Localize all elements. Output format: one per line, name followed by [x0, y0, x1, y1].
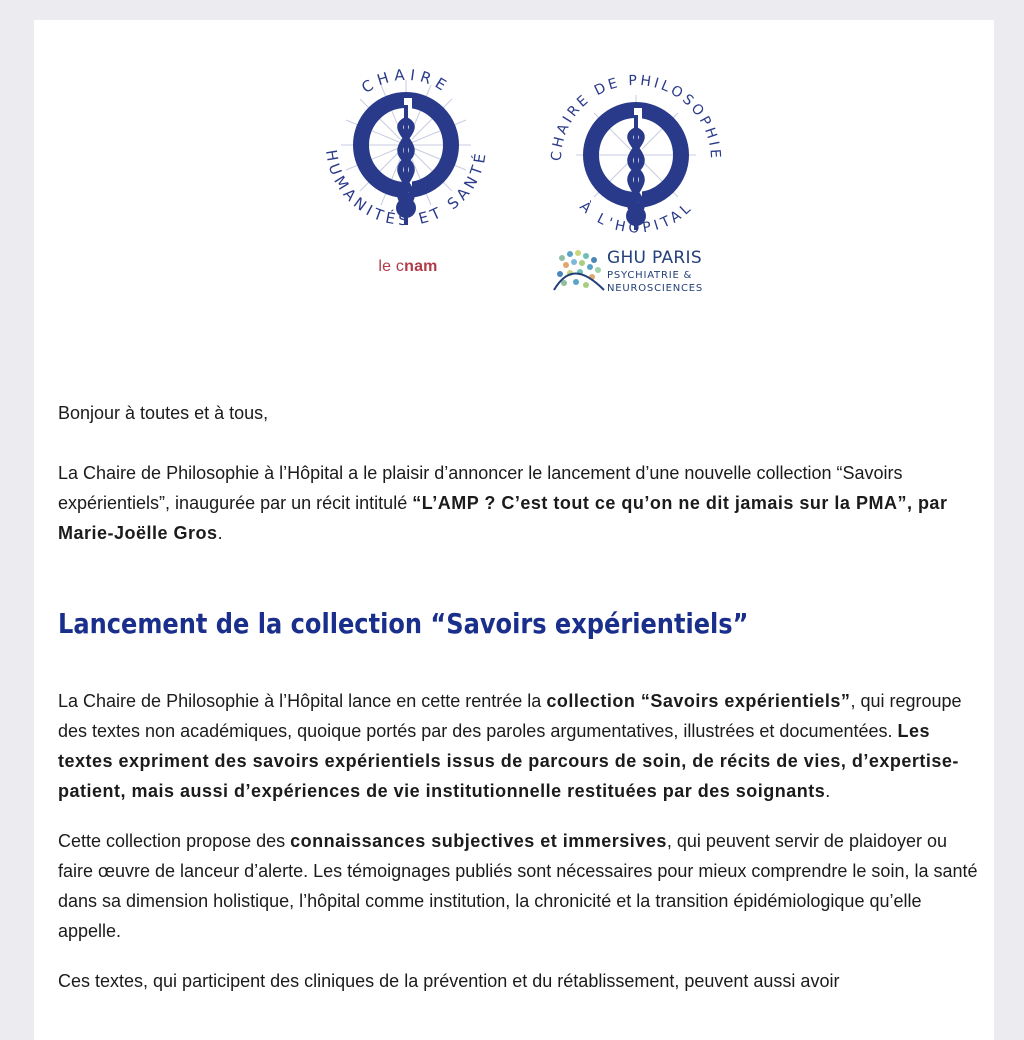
- ghu-title: GHU PARIS: [607, 248, 702, 268]
- chaire-philosophie-hopital-logo: [539, 40, 734, 245]
- paragraph-collection: [58, 686, 978, 806]
- section-heading: Lancement de la collection “Savoirs expérientiels”: [58, 607, 749, 640]
- ghu-subtitle-2: NEUROSCIENCES: [607, 283, 704, 294]
- email-page: [34, 20, 994, 1040]
- para1-text-1: La Chaire de Philosophie à l’Hôpital lance en cette rentrée la: [58, 691, 547, 711]
- paragraph-knowledge: [58, 826, 978, 946]
- ghu-dots-icon: [552, 248, 607, 296]
- le-cnam-suffix: nam: [404, 258, 438, 275]
- para1-text-2: , qui regroupe des textes non académiques, quoique portés par des paroles argumentatives, illustrées et documentées.: [58, 691, 962, 741]
- para3-text-1: Ces textes, qui participent des cliniques de la prévention et du rétablissement, peuvent aussi avoir: [58, 971, 840, 991]
- para2-bold-1: connaissances subjectives et immersives: [290, 831, 667, 851]
- intro-text-2: .: [217, 523, 223, 543]
- para2-text-1: Cette collection propose des: [58, 831, 291, 851]
- email-body: [58, 398, 978, 1016]
- intro-text-1: La Chaire de Philosophie à l’Hôpital a le plaisir d’annoncer le lancement d’une nouvelle collection “Savoirs expérientiels”, inaugurée par un récit intitulé: [58, 463, 903, 513]
- right-logo-top-text: CHAIRE DE PHILOSOPHIE: [548, 72, 724, 162]
- right-logo-bottom-text: À L'HÔPITAL: [576, 198, 697, 237]
- para1-text-3: .: [825, 781, 831, 801]
- le-cnam-prefix: le c: [378, 258, 405, 275]
- para1-bold-2: Les textes expriment des savoirs expérientiels issus de parcours de soin, de récits de vies, d’expertise-patient, mais aussi d’expériences de vie institutionnelle restituées par des soignants: [58, 721, 959, 801]
- greeting: Bonjour à toutes et à tous,: [58, 403, 269, 423]
- left-logo-top-text: CHAIRE: [358, 65, 454, 97]
- para2-text-2: , qui peuvent servir de plaidoyer ou faire œuvre de lanceur d’alerte. Les témoignages publiés sont nécessaires pour mieux comprendre le soin, la santé dans sa dimension holistique, l’hôpital comme institution, la chronicité et la transition épidémiologique qu’elle appelle.: [58, 831, 978, 941]
- le-cnam-logo: [363, 258, 453, 276]
- intro-paragraph: [58, 458, 978, 548]
- para1-bold-1: collection “Savoirs expérientiels”: [546, 691, 851, 711]
- ghu-subtitle-1: PSYCHIATRIE &: [607, 270, 693, 281]
- chaire-humanites-sante-logo: [316, 50, 496, 255]
- ghu-paris-logo: [552, 248, 722, 298]
- header-logos: [34, 20, 994, 320]
- intro-bold-title: “L’AMP ? C’est tout ce qu’on ne dit jamais sur la PMA”, par Marie-Joëlle Gros: [58, 493, 948, 543]
- left-logo-bottom-text: HUMANITÉS ET SANTÉ: [321, 148, 491, 230]
- paragraph-clinics: [58, 966, 978, 996]
